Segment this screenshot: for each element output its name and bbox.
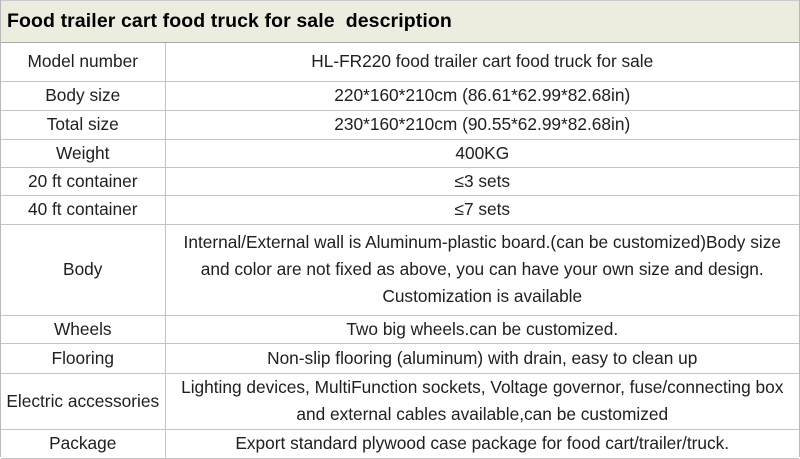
row-label-40ft-container: 40 ft container — [1, 195, 165, 224]
row-label-electric-accessories: Electric accessories — [1, 373, 165, 429]
row-label-20ft-container: 20 ft container — [1, 167, 165, 195]
page-title: Food trailer cart food truck for sale description — [7, 10, 452, 32]
table-row — [1, 315, 799, 343]
row-value-20ft-container: ≤3 sets — [165, 167, 799, 195]
row-label-weight: Weight — [1, 139, 165, 167]
row-label-body-size: Body size — [1, 81, 165, 110]
table-row — [1, 373, 799, 429]
row-value-40ft-container: ≤7 sets — [165, 195, 799, 224]
row-value-wheels: Two big wheels.can be customized. — [165, 315, 799, 343]
row-value-weight: 400KG — [165, 139, 799, 167]
table-row — [1, 43, 799, 81]
table-row — [1, 110, 799, 139]
row-value-body-size: 220*160*210cm (86.61*62.99*82.68in) — [165, 81, 799, 110]
title-bar — [1, 0, 799, 43]
row-label-model-number: Model number — [1, 43, 165, 81]
row-value-flooring: Non-slip flooring (aluminum) with drain, easy to clean up — [165, 343, 799, 373]
row-label-package: Package — [1, 429, 165, 458]
row-value-model-number: HL-FR220 food trailer cart food truck for sale — [165, 43, 799, 81]
row-label-flooring: Flooring — [1, 343, 165, 373]
row-label-total-size: Total size — [1, 110, 165, 139]
row-value-electric-accessories: Lighting devices, MultiFunction sockets, Voltage governor, fuse/connecting box and external cables available,can be customized — [165, 373, 799, 429]
table-row — [1, 195, 799, 224]
table-row — [1, 429, 799, 458]
table-row — [1, 139, 799, 167]
table-row — [1, 224, 799, 315]
row-label-wheels: Wheels — [1, 315, 165, 343]
row-value-body: Internal/External wall is Aluminum-plastic board.(can be customized)Body size and color are not fixed as above, you can have your own size and design. Customization is available — [165, 224, 799, 315]
row-value-total-size: 230*160*210cm (90.55*62.99*82.68in) — [165, 110, 799, 139]
spec-table — [1, 43, 799, 459]
table-row — [1, 81, 799, 110]
row-value-package: Export standard plywood case package for food cart/trailer/truck. — [165, 429, 799, 458]
row-label-body: Body — [1, 224, 165, 315]
table-row — [1, 167, 799, 195]
table-row — [1, 343, 799, 373]
